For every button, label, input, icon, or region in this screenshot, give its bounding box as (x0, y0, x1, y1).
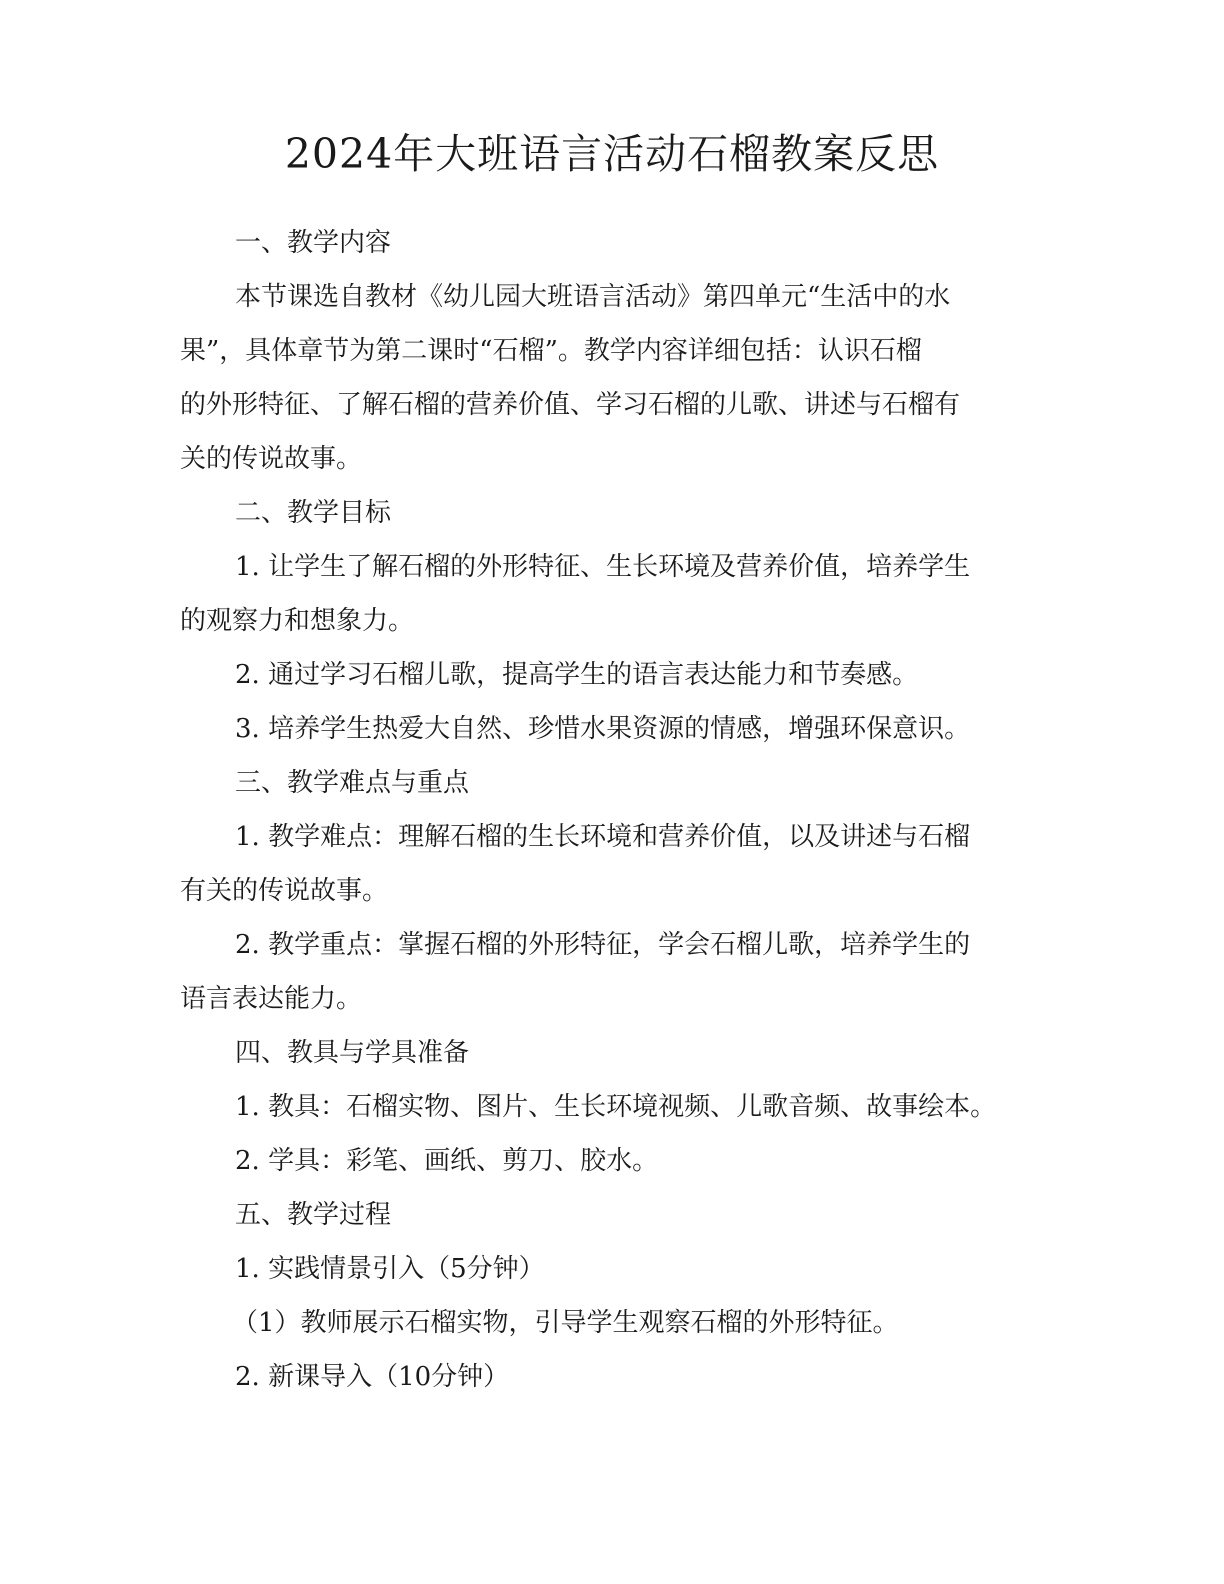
list-item: 1. 实践情景引入（5分钟） (235, 1254, 545, 1284)
section-heading: 三、教学难点与重点 (235, 768, 470, 798)
paragraph-line: 果”，具体章节为第二课时“石榴”。教学内容详细包括：认识石榴 (180, 336, 922, 366)
list-item: 1. 让学生了解石榴的外形特征、生长环境及营养价值，培养学生 (235, 552, 971, 582)
list-item: 2. 学具：彩笔、画纸、剪刀、胶水。 (235, 1146, 659, 1176)
list-item-continuation: 的观察力和想象力。 (180, 606, 415, 636)
section-heading: 一、教学内容 (235, 228, 392, 258)
section-heading: 四、教具与学具准备 (235, 1038, 470, 1068)
paragraph-line: 关的传说故事。 (180, 444, 363, 474)
list-item: 2. 通过学习石榴儿歌，提高学生的语言表达能力和节奏感。 (235, 660, 919, 690)
sub-list-item: （1）教师展示石榴实物，引导学生观察石榴的外形特征。 (232, 1308, 899, 1338)
list-item: 1. 教学难点：理解石榴的生长环境和营养价值，以及讲述与石榴 (235, 822, 971, 852)
paragraph-line: 本节课选自教材《幼儿园大班语言活动》第四单元“生活中的水 (235, 282, 951, 312)
document-body (180, 216, 1060, 1404)
section-heading: 五、教学过程 (235, 1200, 392, 1230)
list-item: 1. 教具：石榴实物、图片、生长环境视频、儿歌音频、故事绘本。 (235, 1092, 997, 1122)
list-item-continuation: 有关的传说故事。 (180, 876, 389, 906)
list-item: 3. 培养学生热爱大自然、珍惜水果资源的情感，增强环保意识。 (235, 714, 971, 744)
document-title: 2024年大班语言活动石榴教案反思 (284, 130, 940, 178)
paragraph-line: 的外形特征、了解石榴的营养价值、学习石榴的儿歌、讲述与石榴有 (180, 390, 961, 420)
list-item: 2. 新课导入（10分钟） (235, 1362, 510, 1392)
list-item: 2. 教学重点：掌握石榴的外形特征，学会石榴儿歌，培养学生的 (235, 930, 971, 960)
section-heading: 二、教学目标 (235, 498, 392, 528)
list-item-continuation: 语言表达能力。 (180, 984, 363, 1014)
